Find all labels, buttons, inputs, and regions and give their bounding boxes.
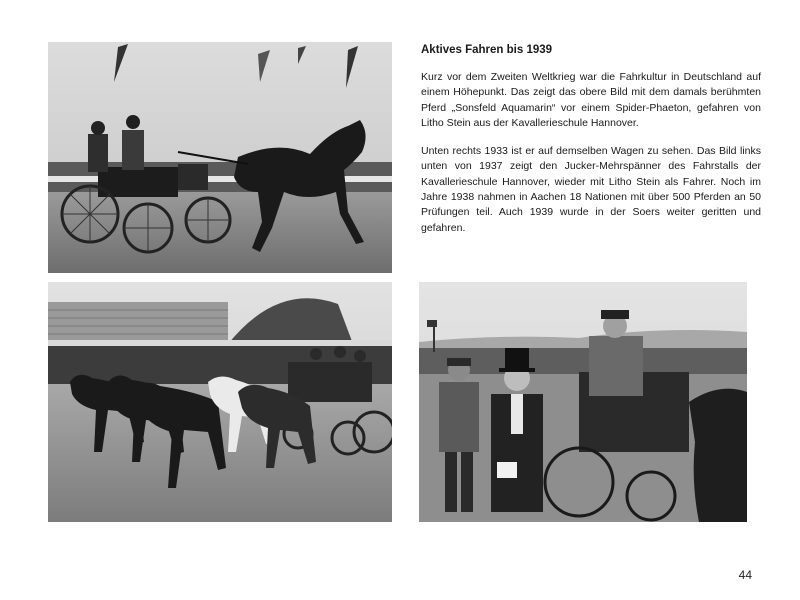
photo-four-horse-team — [48, 282, 392, 522]
article-text-column — [421, 44, 761, 249]
photo-horse-phaeton — [48, 42, 392, 273]
page-number: 44 — [738, 568, 752, 582]
article-heading: Aktives Fahren bis 1939 — [421, 44, 553, 56]
article-paragraph-2: Unten rechts 1933 ist er auf demselben Wagen zu sehen. Das Bild links unten von 1937 zeigt den Jucker-Mehrspänner des Fahrstalls der Kavallerieschule Hannover, wieder mit Litho Stein als Fahrer. Noch im Jahre 1938 nahmen in Aachen 18 Nationen mit über 500 Pferden an 50 Prüfungen teil. Auch 1939 wurde in der Soers weiter geritten und gefahren. — [421, 145, 761, 234]
article-paragraph-1: Kurz vor dem Zweiten Weltkrieg war die Fahrkultur in Deutschland auf einem Höhepunkt. Das zeigt das obere Bild mit dem damals berühmten Pferd „Sonsfeld Aquamarin“ vor einem Spider-Phaeton, gefahren von Litho Stein aus der Kavallerieschule Hannover. — [421, 71, 761, 129]
photo-driver-carriage-1933 — [419, 282, 747, 522]
